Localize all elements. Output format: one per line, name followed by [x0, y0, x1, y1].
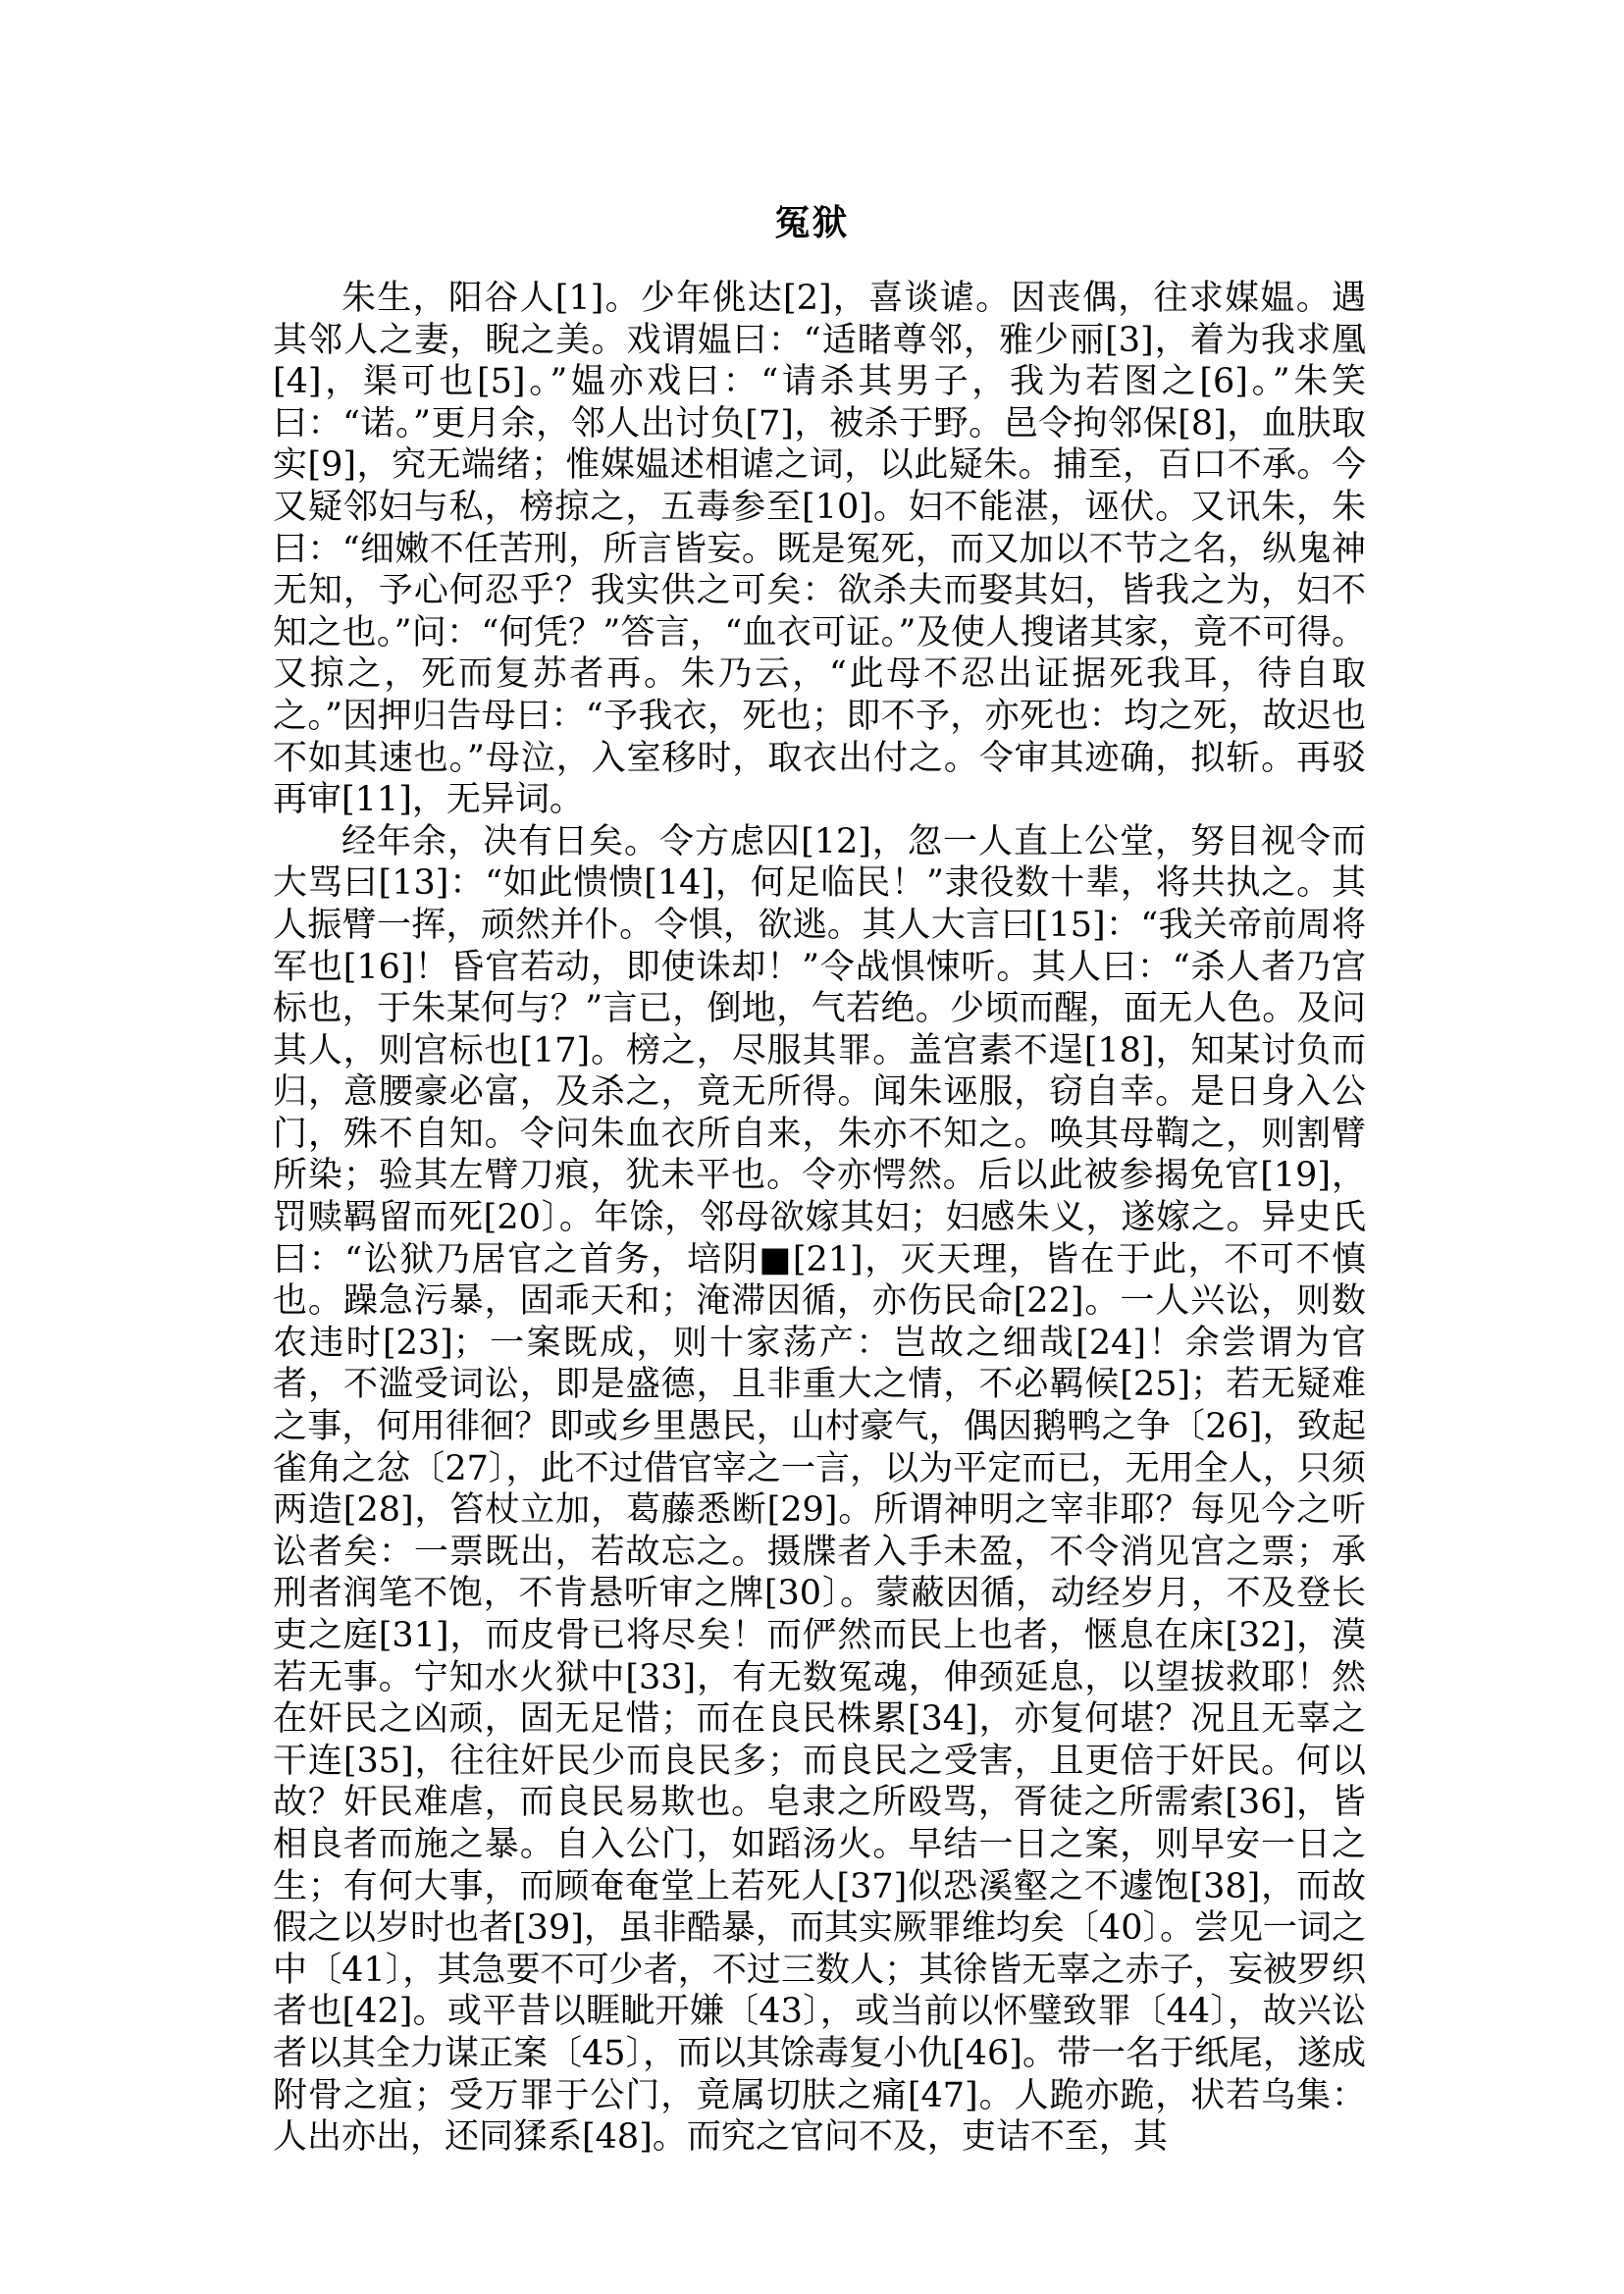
- document-body: [273, 278, 1366, 2159]
- paragraph-2: 经年余，决有日矣。令方虑囚[12]，忽一人直上公堂，努目视令而大骂曰[13]：“如此愦愦[14]，何足临民！”隶役数十辈，将共执之。其人振臂一挥，顽然并仆。令惧，欲逃。其人大言曰[15]：“我关帝前周将军也[16]！昏官若动，即使诛却！”令战惧悚听。其人曰：“杀人者乃宫标也，于朱某何与？”言已，倒地，气若绝。少顷而醒，面无人色。及问其人，则宫标也[17]。榜之，尽服其罪。盖宫素不逞[18]，知某讨负而归，意腰豪必富，及杀之，竟无所得。闻朱诬服，窃自幸。是日身入公门，殊不自知。令问朱血衣所自来，朱亦不知之。唤其母鞫之，则割臂所染；验其左臂刀痕，犹未平也。令亦愕然。后以此被参揭免官[19]，罚赎羁留而死[20〕。年馀，邻母欲嫁其妇；妇感朱义，遂嫁之。异史氏曰：“讼狱乃居官之首务，培阴■[21]，灭天理，皆在于此，不可不慎也。躁急污暴，固乖天和；淹滞因循，亦伤民命[22]。一人兴讼，则数农违时[23]；一案既成，则十家荡产：岂故之细哉[24]！余尝谓为官者，不滥受词讼，即是盛德，且非重大之情，不必羁候[25]；若无疑难之事，何用徘徊？即或乡里愚民，山村豪气，偶因鹅鸭之争〔26]，致起雀角之忿〔27〕，此不过借官宰之一言，以为平定而已，无用全人，只须两造[28]，笞杖立加，葛藤悉断[29]。所谓神明之宰非耶？每见今之听讼者矣：一票既出，若故忘之。摄牒者入手未盈，不令消见宫之票；承刑者润笔不饱，不肯悬听审之牌[30〕。蒙蔽因循，动经岁月，不及登长吏之庭[31]，而皮骨已将尽矣！而俨然而民上也者，愜息在床[32]，漠若无事。宁知水火狱中[33]，有无数冤魂，伸颈延息，以望拔救耶！然在奸民之凶顽，固无足惜；而在良民株累[34]，亦复何堪？况且无辜之干连[35]，往往奸民少而良民多；而良民之受害，且更倍于奸民。何以故？奸民难虐，而良民易欺也。皂隶之所殴骂，胥徒之所需索[36]，皆相良者而施之暴。自入公门，如蹈汤火。早结一日之案，则早安一日之生；有何大事，而顾奄奄堂上若死人[37]似恐溪壑之不遽饱[38]，而故假之以岁时也者[39]，虽非酷暴，而其实厥罪维均矣〔40〕。尝见一词之中〔41〕，其急要不可少者，不过三数人；其徐皆无辜之赤子，妄被罗织者也[42]。或平昔以睚眦开嫌〔43〕，或当前以怀璧致罪〔44〕，故兴讼者以其全力谋正案〔45〕，而以其馀毒复小仇[46]。带一名于纸尾，遂成附骨之疽；受万罪于公门，竟属切肤之痛[47]。人跪亦跪，状若乌集：人出亦出，还同猱系[48]。而究之官问不及，吏诘不至，其: [273, 821, 1366, 2158]
- paragraph-1: 朱生，阳谷人[1]。少年佻达[2]，喜谈谑。因丧偶，往求媒媪。遇其邻人之妻，睨之美。戏谓媪曰：“适睹尊邻，雅少丽[3]，着为我求凰[4]，渠可也[5]。”媪亦戏曰：“请杀其男子，我为若图之[6]。”朱笑曰：“诺。”更月余，邻人出讨负[7]，被杀于野。邑令拘邻保[8]，血肤取实[9]，究无端绪；惟媒媪述相谑之词，以此疑朱。捕至，百口不承。今又疑邻妇与私，榜掠之，五毒参至[10]。妇不能湛，诬伏。又讯朱，朱曰：“细嫩不任苦刑，所言皆妄。既是冤死，而又加以不节之名，纵鬼神无知，予心何忍乎？我实供之可矣：欲杀夫而娶其妇，皆我之为，妇不知之也。”问：“何凭？”答言，“血衣可证。”及使人搜诸其家，竟不可得。又掠之，死而复苏者再。朱乃云，“此母不忍出证据死我耳，待自取之。”因押归告母曰：“予我衣，死也；即不予，亦死也：均之死，故迟也不如其速也。”母泣，入室移时，取衣出付之。令审其迹确，拟斩。再驳再审[11]，无异词。: [273, 279, 1366, 820]
- document-title: 冤狱: [774, 203, 850, 243]
